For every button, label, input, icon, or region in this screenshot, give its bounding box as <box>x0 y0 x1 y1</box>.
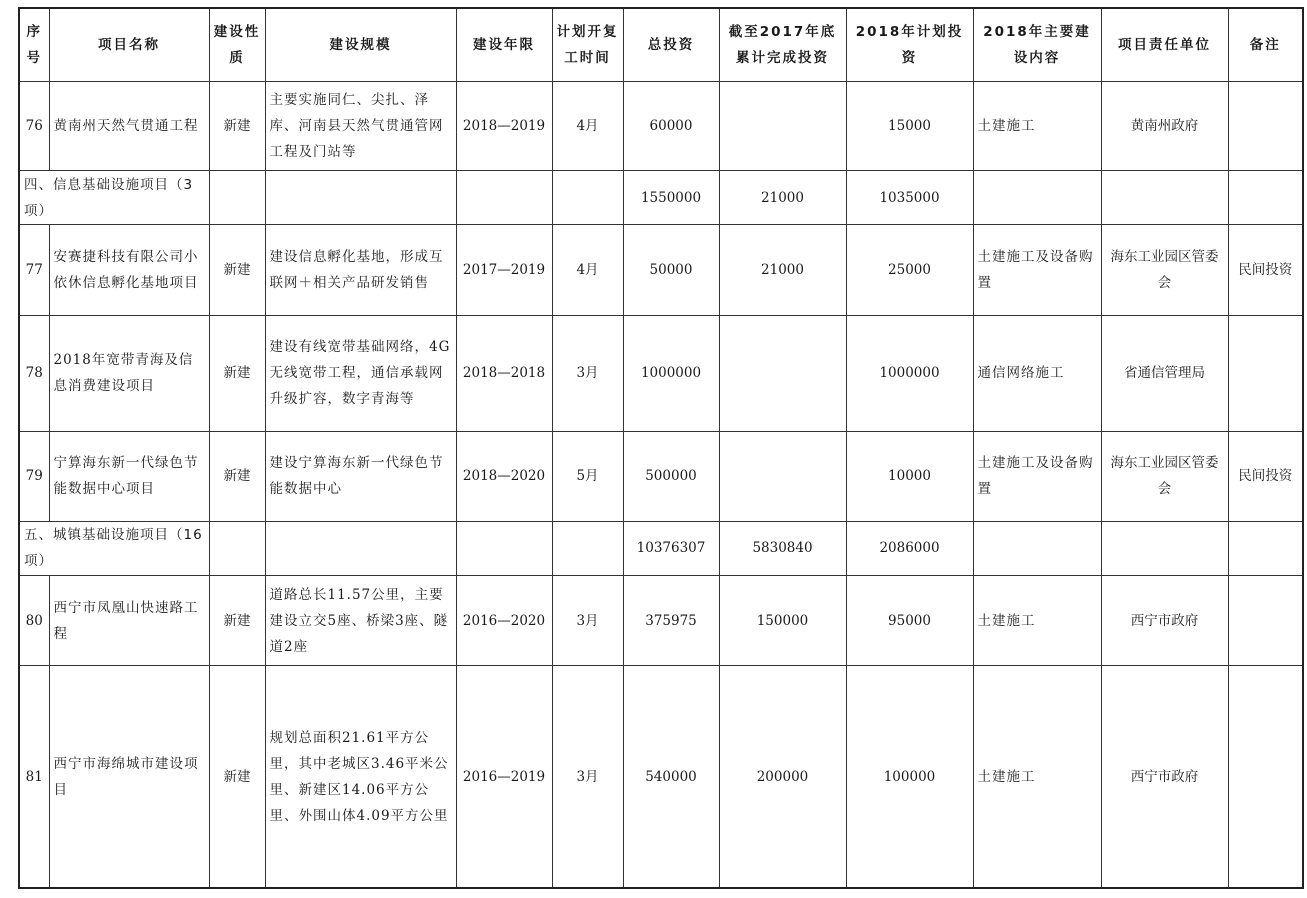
row-seq: 81 <box>19 666 49 888</box>
row-content: 土建施工 <box>973 81 1101 170</box>
row-start: 3月 <box>552 315 623 432</box>
header-nature: 建设性质 <box>209 8 265 81</box>
row-content: 土建施工 <box>973 666 1101 888</box>
header-content-2018: 2018年主要建设内容 <box>973 8 1101 81</box>
row-content: 土建施工 <box>973 575 1101 665</box>
row-content: 土建施工及设备购置 <box>973 432 1101 521</box>
row-plan: 95000 <box>846 575 973 665</box>
row-plan: 1000000 <box>846 315 973 432</box>
row-remark <box>1228 315 1303 432</box>
table-row <box>19 315 1303 432</box>
row-cumulative: 200000 <box>719 666 846 888</box>
header-total: 总投资 <box>623 8 719 81</box>
row-years: 2016—2019 <box>456 666 552 888</box>
header-start: 计划开复工时间 <box>552 8 623 81</box>
row-nature: 新建 <box>209 575 265 665</box>
row-unit: 黄南州政府 <box>1101 81 1228 170</box>
header-unit: 项目责任单位 <box>1101 8 1228 81</box>
row-plan: 100000 <box>846 666 973 888</box>
row-total: 540000 <box>623 666 719 888</box>
row-remark <box>1228 81 1303 170</box>
row-seq: 79 <box>19 432 49 521</box>
row-years: 2018—2019 <box>456 81 552 170</box>
row-scale: 建设宁算海东新一代绿色节能数据中心 <box>265 432 456 521</box>
row-name: 西宁市凤凰山快速路工程 <box>49 575 209 665</box>
row-name: 安赛捷科技有限公司小依休信息孵化基地项目 <box>49 225 209 315</box>
row-total: 60000 <box>623 81 719 170</box>
row-total: 1000000 <box>623 315 719 432</box>
row-unit: 海东工业园区管委会 <box>1101 225 1228 315</box>
row-seq: 78 <box>19 315 49 432</box>
category-row <box>19 170 1303 224</box>
row-name: 西宁市海绵城市建设项目 <box>49 666 209 888</box>
table-row <box>19 225 1303 315</box>
row-cumulative <box>719 81 846 170</box>
category-label: 四、信息基础设施项目（3项） <box>19 170 209 224</box>
table-row <box>19 432 1303 521</box>
row-remark: 民间投资 <box>1228 225 1303 315</box>
row-seq: 76 <box>19 81 49 170</box>
row-nature: 新建 <box>209 315 265 432</box>
row-content: 通信网络施工 <box>973 315 1101 432</box>
table-row <box>19 81 1303 170</box>
category-row <box>19 521 1303 575</box>
row-years: 2016—2020 <box>456 575 552 665</box>
row-name: 2018年宽带青海及信息消费建设项目 <box>49 315 209 432</box>
row-cumulative <box>719 315 846 432</box>
header-name: 项目名称 <box>49 8 209 81</box>
category-cumulative: 5830840 <box>719 521 846 575</box>
row-nature: 新建 <box>209 666 265 888</box>
row-cumulative <box>719 432 846 521</box>
header-remark: 备注 <box>1228 8 1303 81</box>
row-content: 土建施工及设备购置 <box>973 225 1101 315</box>
row-remark <box>1228 666 1303 888</box>
header-cumulative: 截至2017年底累计完成投资 <box>719 8 846 81</box>
row-years: 2017—2019 <box>456 225 552 315</box>
row-cumulative: 21000 <box>719 225 846 315</box>
header-years: 建设年限 <box>456 8 552 81</box>
table-header <box>19 8 1303 81</box>
row-start: 3月 <box>552 575 623 665</box>
header-scale: 建设规模 <box>265 8 456 81</box>
table-row <box>19 666 1303 888</box>
row-total: 375975 <box>623 575 719 665</box>
category-plan: 1035000 <box>846 170 973 224</box>
category-cumulative: 21000 <box>719 170 846 224</box>
row-years: 2018—2018 <box>456 315 552 432</box>
category-label: 五、城镇基础设施项目（16项） <box>19 521 209 575</box>
row-remark: 民间投资 <box>1228 432 1303 521</box>
row-total: 50000 <box>623 225 719 315</box>
row-unit: 省通信管理局 <box>1101 315 1228 432</box>
row-name: 黄南州天然气贯通工程 <box>49 81 209 170</box>
category-total: 10376307 <box>623 521 719 575</box>
row-nature: 新建 <box>209 432 265 521</box>
row-start: 4月 <box>552 81 623 170</box>
row-unit: 西宁市政府 <box>1101 666 1228 888</box>
row-name: 宁算海东新一代绿色节能数据中心项目 <box>49 432 209 521</box>
row-scale: 规划总面积21.61平方公里，其中老城区3.46平米公里、新建区14.06平方公里、外围山体4.09平方公里 <box>265 666 456 888</box>
row-seq: 80 <box>19 575 49 665</box>
row-cumulative: 150000 <box>719 575 846 665</box>
row-years: 2018—2020 <box>456 432 552 521</box>
row-unit: 海东工业园区管委会 <box>1101 432 1228 521</box>
row-scale: 主要实施同仁、尖扎、泽库、河南县天然气贯通管网工程及门站等 <box>265 81 456 170</box>
row-nature: 新建 <box>209 81 265 170</box>
table-row <box>19 575 1303 665</box>
row-plan: 15000 <box>846 81 973 170</box>
row-scale: 建设信息孵化基地，形成互联网＋相关产品研发销售 <box>265 225 456 315</box>
row-seq: 77 <box>19 225 49 315</box>
header-plan-2018: 2018年计划投资 <box>846 8 973 81</box>
row-nature: 新建 <box>209 225 265 315</box>
category-total: 1550000 <box>623 170 719 224</box>
header-seq: 序号 <box>19 8 49 81</box>
row-scale: 建设有线宽带基础网络，4G无线宽带工程，通信承载网升级扩容，数字青海等 <box>265 315 456 432</box>
row-start: 3月 <box>552 666 623 888</box>
row-total: 500000 <box>623 432 719 521</box>
row-remark <box>1228 575 1303 665</box>
project-table <box>18 7 1304 889</box>
row-plan: 25000 <box>846 225 973 315</box>
row-unit: 西宁市政府 <box>1101 575 1228 665</box>
row-scale: 道路总长11.57公里，主要建设立交5座、桥梁3座、隧道2座 <box>265 575 456 665</box>
row-start: 5月 <box>552 432 623 521</box>
row-start: 4月 <box>552 225 623 315</box>
row-plan: 10000 <box>846 432 973 521</box>
category-plan: 2086000 <box>846 521 973 575</box>
